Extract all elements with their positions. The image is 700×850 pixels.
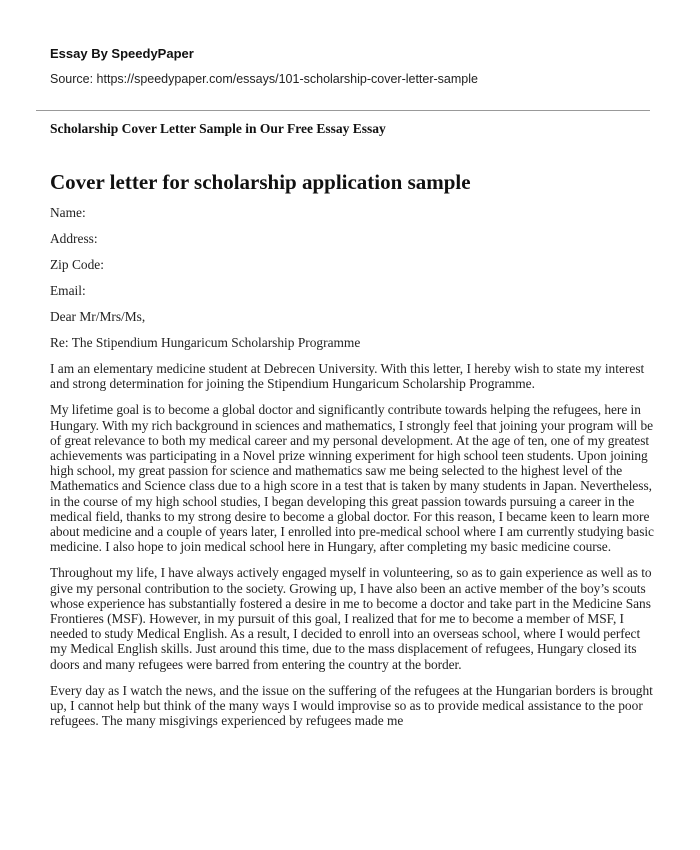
paragraph: Every day as I watch the news, and the issue on the suffering of the refugees at the Hungarian borders is brought up, I cannot help but think of the many ways I would improvise so as to provide medical assistance to the poor refugees. The many misgivings experienced by refugees made me [50, 682, 653, 729]
letter-body [50, 205, 658, 739]
field-email: Email: [50, 283, 86, 298]
field-address: Address: [50, 231, 98, 246]
paragraph: My lifetime goal is to become a global doctor and significantly contribute towards helping the refugees, here in Hungary. With my rich background in sciences and mathematics, I strongly feel that joining your program will be of great relevance to both my medical career and my personal development. At the age of ten, one of my greatest achievements was participating in a Novel prize winning experiment for high school teen students. Upon joining high school, my great passion for science and mathematics saw me being selected to the highest level of the Mathematics and Science class due to a high score in a test that is taken by many students in Japan. Nevertheless, in the course of my high school studies, I began developing this great passion towards pursuing a career in the medical field, thanks to my strong desire to become a global doctor. For this reason, I became keen to learn more about medicine and a couple of years later, I enrolled into pre-medical school where I am currently studying basic medicine. I also hope to join medical school here in Hungary, after completing my basic medicine course. [50, 402, 654, 555]
paragraph: Throughout my life, I have always actively engaged myself in volunteering, so as to gain experience as well as to give my personal contribution to the society. Growing up, I have also been an active member of the boy’s scouts whose experience has substantially fostered a desire in me to become a doctor and take part in the Medicine Sans Frontieres (MSF). However, in my pursuit of this goal, I realized that for me to become a member of MSF, I needed to study Medical English. As a result, I decided to enroll into an overseas school, where I would perfect my Medical English skills. Just around this time, due to the mass displacement of refugees, Hungary closed its doors and many refugees were barred from entering the country at the border. [50, 565, 652, 672]
subject-line: Re: The Stipendium Hungaricum Scholarship Programme [50, 335, 361, 350]
source-line: Source: https://speedypaper.com/essays/101-scholarship-cover-letter-sample [50, 72, 478, 86]
salutation: Dear Mr/Mrs/Ms, [50, 309, 146, 324]
divider [36, 110, 650, 111]
site-name: Essay By SpeedyPaper [50, 46, 194, 61]
essay-title: Scholarship Cover Letter Sample in Our Free Essay Essay [50, 121, 386, 136]
page-title: Cover letter for scholarship application sample [50, 170, 471, 194]
field-name: Name: [50, 205, 86, 220]
field-zip: Zip Code: [50, 257, 104, 272]
paragraph: I am an elementary medicine student at Debrecen University. With this letter, I hereby wish to state my interest and strong determination for joining the Stipendium Hungaricum Scholarship Programme. [50, 361, 645, 392]
